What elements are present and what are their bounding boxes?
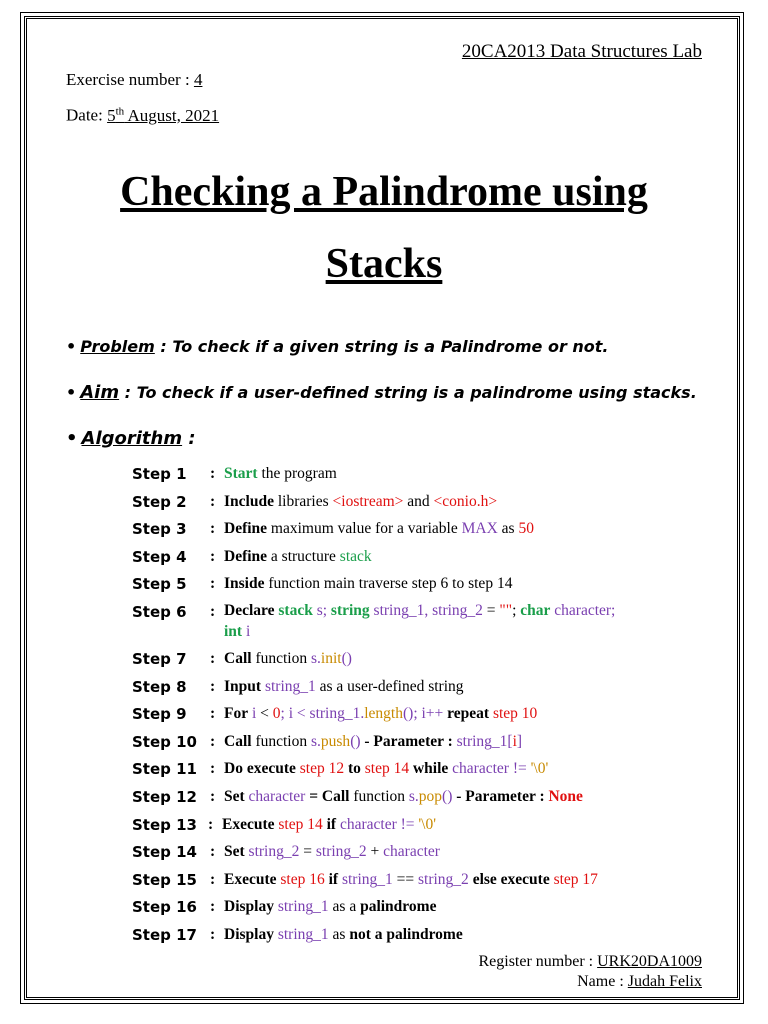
step-2: Step 2 : Include libraries <iostream> and <conio.h> [132, 490, 712, 518]
date-suffix: th [115, 105, 125, 117]
step-label: Step 11 [132, 760, 197, 779]
aim-text: : To check if a user-defined string is a palindrome using stacks. [119, 383, 697, 402]
step-label: Step 16 [132, 898, 197, 917]
step-label: Step 17 [132, 925, 197, 944]
step-12: Step 12 : Set character = Call function s.pop() - Parameter : None [132, 785, 712, 813]
step-8: Step 8 : Input string_1 as a user-defined string [132, 675, 712, 703]
step-label: Step 9 [132, 705, 187, 724]
bullet-icon: • [66, 337, 77, 356]
step-label: Step 15 [132, 870, 197, 889]
exercise-number [66, 70, 202, 90]
step-label: Step 8 [132, 677, 187, 696]
date-label: Date: [66, 105, 108, 125]
algorithm-section [66, 428, 196, 449]
page-title-line-2: Stacks [325, 241, 443, 287]
bullet-icon: • [66, 428, 78, 449]
name-label: Name : [577, 973, 628, 990]
bullet-icon: • [66, 383, 77, 402]
step-15: Step 15 : Execute step 16 if string_1 == string_2 else execute step 17 [132, 868, 712, 896]
step-label: Step 13 [132, 815, 197, 834]
exercise-label: Exercise number : [66, 70, 194, 89]
step-label: Step 7 [132, 649, 187, 668]
name-value: Judah Felix [627, 973, 702, 990]
algorithm-heading: Algorithm [81, 428, 183, 449]
aim-section [66, 382, 697, 403]
step-label: Step 10 [132, 732, 197, 751]
problem-text: : To check if a given string is a Palindrome or not. [154, 337, 609, 356]
step-label: Step 2 [132, 492, 187, 511]
date-value [107, 106, 219, 125]
step-7: Step 7 : Call function s.init() [132, 647, 712, 675]
step-16: Step 16 : Display string_1 as a palindrome [132, 895, 712, 923]
step-10: Step 10 : Call function s.push() - Parameter : string_1[i] [132, 730, 712, 758]
date-line [66, 105, 219, 126]
step-label: Step 5 [132, 575, 187, 594]
register-label: Register number : [478, 953, 598, 970]
step-11: Step 11 : Do execute step 12 to step 14 while character != '\0' [132, 757, 712, 785]
algorithm-steps [132, 462, 712, 951]
step-9: Step 9 : For i < 0; i < string_1.length(); i++ repeat step 10 [132, 702, 712, 730]
step-label: Step 6 [132, 602, 187, 621]
step-6: Step 6 : Declare stack s; string string_1, string_2 = ""; char character; int i [132, 601, 616, 640]
step-14: Step 14 : Set string_2 = string_2 + character [132, 840, 712, 868]
step-label: Step 12 [132, 787, 197, 806]
step-label: Step 14 [132, 843, 197, 862]
aim-heading: Aim [80, 382, 120, 403]
problem-heading: Problem [80, 337, 155, 356]
step-label: Step 1 [132, 465, 187, 483]
problem-section [66, 337, 609, 356]
date-day: 5 [107, 105, 116, 125]
page-title-line-1: Checking a Palindrome using [120, 169, 648, 215]
step-1: Step 1 : Start the program [132, 462, 712, 490]
exercise-value: 4 [193, 70, 203, 89]
register-value: URK20DA1009 [597, 953, 702, 970]
step-5: Step 5 : Inside function main traverse step 6 to step 14 [132, 572, 712, 600]
step-17: Step 17 : Display string_1 as not a palindrome [132, 923, 712, 951]
course-title: 20CA2013 Data Structures Lab [461, 41, 702, 62]
algorithm-colon: : [182, 428, 196, 449]
date-rest: August, 2021 [124, 105, 220, 125]
step-4: Step 4 : Define a structure stack [132, 545, 712, 573]
step-label: Step 3 [132, 520, 187, 539]
step-13: Step 13 : Execute step 14 if character != '\0' [132, 813, 712, 841]
step-label: Step 4 [132, 547, 187, 566]
student-name [577, 973, 702, 991]
register-number [478, 953, 702, 971]
step-3: Step 3 : Define maximum value for a variable MAX as 50 [132, 517, 712, 545]
